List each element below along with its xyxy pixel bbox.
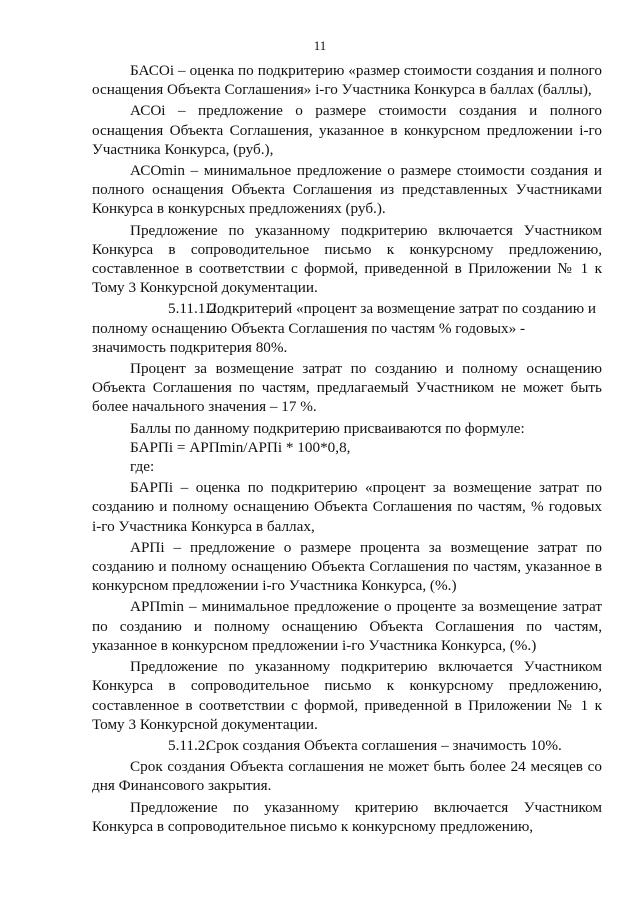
formula-barpi: БАРПi = АРПmin/АРПi * 100*0,8,	[130, 438, 351, 456]
clause-5-11-1-2	[92, 299, 602, 357]
paragraph-barpi-definition: БАРПi – оценка по подкритерию «процент за возмещение затрат по созданию и полному оснащению Объекта Соглашения по частям, % годовых i-го Участника Конкурса в баллах,	[92, 479, 602, 535]
paragraph-asomin-definition: АСОmin – минимальное предложение о размере стоимости создания и полного оснащения Объекта Соглашения из представленных Участниками Конкурса в конкурсных предложениях (руб.).	[92, 162, 602, 218]
paragraph-scoring-intro: Баллы по данному подкритерию присваиваются по формуле:	[130, 419, 525, 437]
clause-number: 5.11.2.	[168, 736, 210, 754]
paragraph-proposal-inclusion-2: Предложение по указанному подкритерию включается Участником Конкурса в сопроводительное письмо к конкурсному предложению, составленное в соответствии с формой, приведенной в Приложении № 1 к Тому 3 Конкурсной документации.	[92, 658, 602, 733]
paragraph-term-limit: Срок создания Объекта соглашения не может быть более 24 месяцев со дня Финансового закрытия.	[92, 758, 602, 795]
paragraph-proposal-inclusion-1: Предложение по указанному подкритерию включается Участником Конкурса в сопроводительное письмо к конкурсному предложению, составленное в соответствии с формой, приведенной в Приложении № 1 к Тому 3 Конкурсной документации.	[92, 221, 602, 297]
paragraph-percent-limit: Процент за возмещение затрат по созданию и полному оснащению Объекта Соглашения по частям, предлагаемый Участником не может быть более начального значения – 17 %.	[92, 360, 602, 416]
paragraph-asoi-definition: АСОi – предложение о размере стоимости создания и полного оснащения Объекта Соглашения, указанное в конкурсном предложении i-го Участника Конкурса, (руб.),	[92, 102, 602, 158]
paragraph-arpmin-definition: АРПmin – минимальное предложение о проценте за возмещение затрат по созданию и полному оснащению Объекта Соглашения по частям, указанное в конкурсном предложении i-го Участника Конкурса, (%.)	[92, 598, 602, 654]
page-number: 11	[313, 38, 327, 53]
clause-text: Подкритерий «процент за возмещение затрат по созданию и полному оснащению Объекта Соглашения по частям % годовых» - значимость подкритерия 80%.	[92, 300, 596, 356]
paragraph-basoi-definition: БАСОi – оценка по подкритерию «размер стоимости создания и полного оснащения Объекта Соглашения» i-го Участника Конкурса в баллах (баллы),	[92, 62, 602, 99]
paragraph-arpi-definition: АРПi – предложение о размере процента за возмещение затрат по созданию и полному оснащению Объекта Соглашения по частям, указанное в конкурсном предложении i-го Участника Конкурса, (%.)	[92, 538, 602, 595]
paragraph-proposal-inclusion-3: Предложение по указанному критерию включается Участником Конкурса в сопроводительное письмо к конкурсному предложению,	[92, 798, 602, 835]
clause-5-11-2	[92, 736, 602, 755]
where-label: где:	[130, 458, 155, 476]
clause-number: 5.11.1.2.	[168, 300, 221, 318]
document-body	[92, 61, 602, 838]
clause-text: Срок создания Объекта соглашения – значимость 10%.	[206, 736, 562, 754]
